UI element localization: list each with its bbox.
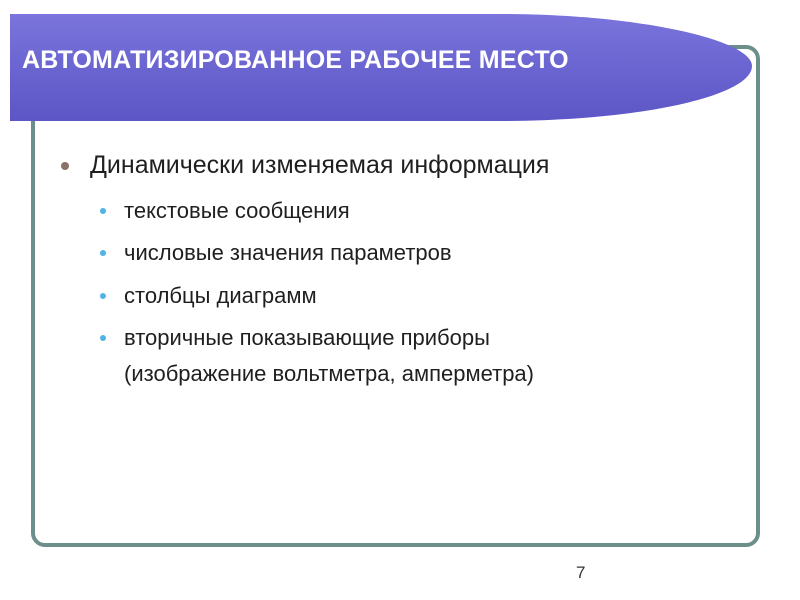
bullet-text: Динамически изменяемая информация — [90, 151, 550, 179]
bullet-text: столбцы диаграмм — [124, 283, 317, 308]
bullet-item-dynamic-info — [90, 150, 549, 180]
page-number: 7 — [576, 563, 586, 582]
bullet-text-line-2: (изображение вольтметра, амперметра) — [124, 361, 534, 386]
bullet-marker — [61, 162, 69, 170]
bullet-text: числовые значения параметров — [124, 240, 452, 265]
bullet-marker — [100, 335, 106, 341]
bullet-marker — [100, 293, 106, 299]
bullet-text: текстовые сообщения — [124, 198, 350, 223]
slide-title: АВТОМАТИЗИРОВАННОЕ РАБОЧЕЕ МЕСТО — [22, 46, 569, 74]
bullet-text-line-1: вторичные показывающие приборы — [124, 325, 490, 350]
bullet-item-chart-columns — [124, 281, 317, 311]
bullet-item-numeric-values — [124, 238, 452, 268]
bullet-item-text-messages — [124, 196, 350, 226]
bullet-marker — [100, 250, 106, 256]
bullet-marker — [100, 208, 106, 214]
bullet-item-secondary-instruments — [124, 323, 534, 389]
